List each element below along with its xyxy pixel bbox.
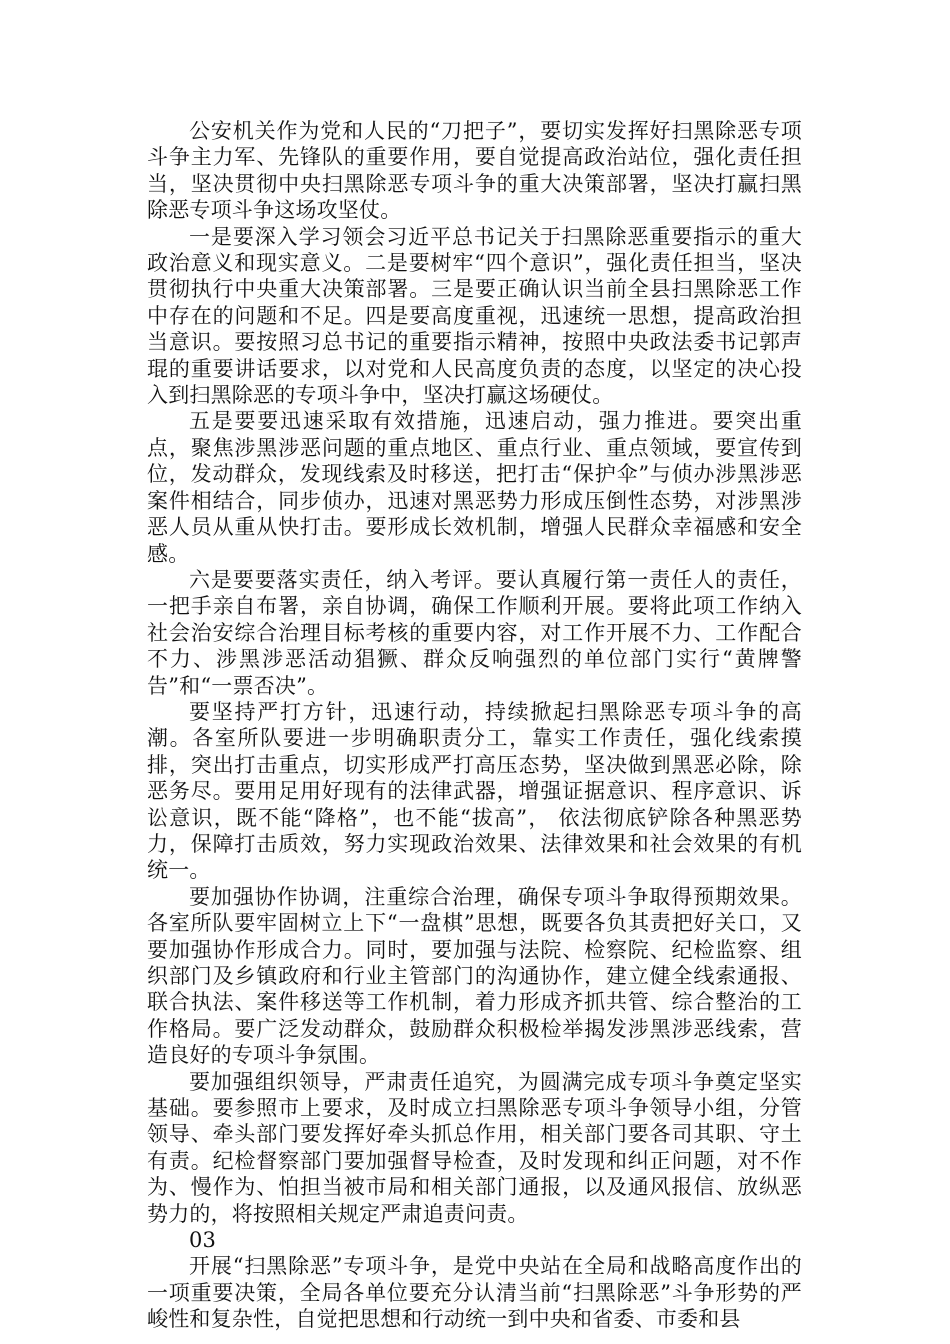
paragraph-point-six: 六是要要落实责任，纳入考评。要认真履行第一责任人的责任，一把手亲自布署，亲自协调，确保工作顺利开展。要将此项工作纳入社会治安综合治理目标考核的重要内容，对工作开展不力、工作配合不力、涉黑涉恶活动猖獗、群众反响强烈的单位部门实行“黄牌警告”和“一票否决”。: [147, 567, 802, 698]
paragraph-intro: 公安机关作为党和人民的“刀把子”，要切实发挥好扫黑除恶专项斗争主力军、先锋队的重要作用，要自觉提高政治站位，强化责任担当，坚决贯彻中央扫黑除恶专项斗争的重大决策部署，坚决打赢扫黑除恶专项斗争这场攻坚仗。: [147, 119, 802, 223]
paragraph-strike-hard: 要坚持严打方针，迅速行动，持续掀起扫黑除恶专项斗争的高潮。各室所队要进一步明确职责分工，靠实工作责任，强化线索摸排，突出打击重点，切实形成严打高压态势，坚决做到黑恶必除，除恶务尽。要用足用好现有的法律武器，增强证据意识、程序意识、诉讼意识，既不能“降格”，也不能“拔高”， 依法彻底铲除各种黑恶势力，保障打击质效，努力实现政治效果、法律效果和社会效果的有机统一。: [147, 699, 802, 883]
paragraph-coordination: 要加强协作协调，注重综合治理，确保专项斗争取得预期效果。各室所队要牢固树立上下“一盘棋”思想，既要各负其责把好关口，又要加强协作形成合力。同时，要加强与法院、检察院、纪检监察、组织部门及乡镇政府和行业主管部门的沟通协作，建立健全线索通报、联合执法、案件移送等工作机制，着力形成齐抓共管、综合整治的工作格局。要广泛发动群众，鼓励群众积极检举揭发涉黑涉恶线索，营造良好的专项斗争氛围。: [147, 884, 802, 1068]
paragraph-point-five: 五是要要迅速采取有效措施，迅速启动，强力推进。要突出重点，聚焦涉黑涉恶问题的重点地区、重点行业、重点领域，要宣传到位，发动群众，发现线索及时移送，把打击“保护伞”与侦办涉黑涉恶案件相结合，同步侦办，迅速对黑恶势力形成压倒性态势，对涉黑涉恶人员从重从快打击。要形成长效机制，增强人民群众幸福感和安全感。: [147, 409, 802, 566]
section-marker: 03: [189, 1228, 217, 1253]
document-page: [147, 118, 802, 1333]
paragraph-closing: 开展“扫黑除恶”专项斗争，是党中央站在全局和战略高度作出的一项重要决策，全局各单位要充分认清当前“扫黑除恶”斗争形势的严峻性和复杂性，自觉把思想和行动统一到中央和省委、市委和县: [147, 1254, 802, 1332]
paragraph-leadership: 要加强组织领导，严肃责任追究，为圆满完成专项斗争奠定坚实基础。要参照市上要求，及时成立扫黑除恶专项斗争领导小组，分管领导、牵头部门要发挥好牵头抓总作用，相关部门要各司其职、守土有责。纪检督察部门要加强督导检查，及时发现和纠正问题，对不作为、慢作为、怕担当被市局和相关部门通报，以及通风报信、放纵恶势力的，将按照相关规定严肃追责问责。: [147, 1069, 802, 1226]
paragraph-points-one-to-four: 一是要深入学习领会习近平总书记关于扫黑除恶重要指示的重大政治意义和现实意义。二是要树牢“四个意识”，强化责任担当，坚决贯彻执行中央重大决策部署。三是要正确认识当前全县扫黑除恶工作中存在的问题和不足。四是要高度重视，迅速统一思想，提高政治担当意识。要按照习总书记的重要指示精神，按照中央政法委书记郭声琨的重要讲话要求，以对党和人民高度负责的态度，以坚定的决心投入到扫黑除恶的专项斗争中，坚决打赢这场硬仗。: [147, 224, 802, 408]
